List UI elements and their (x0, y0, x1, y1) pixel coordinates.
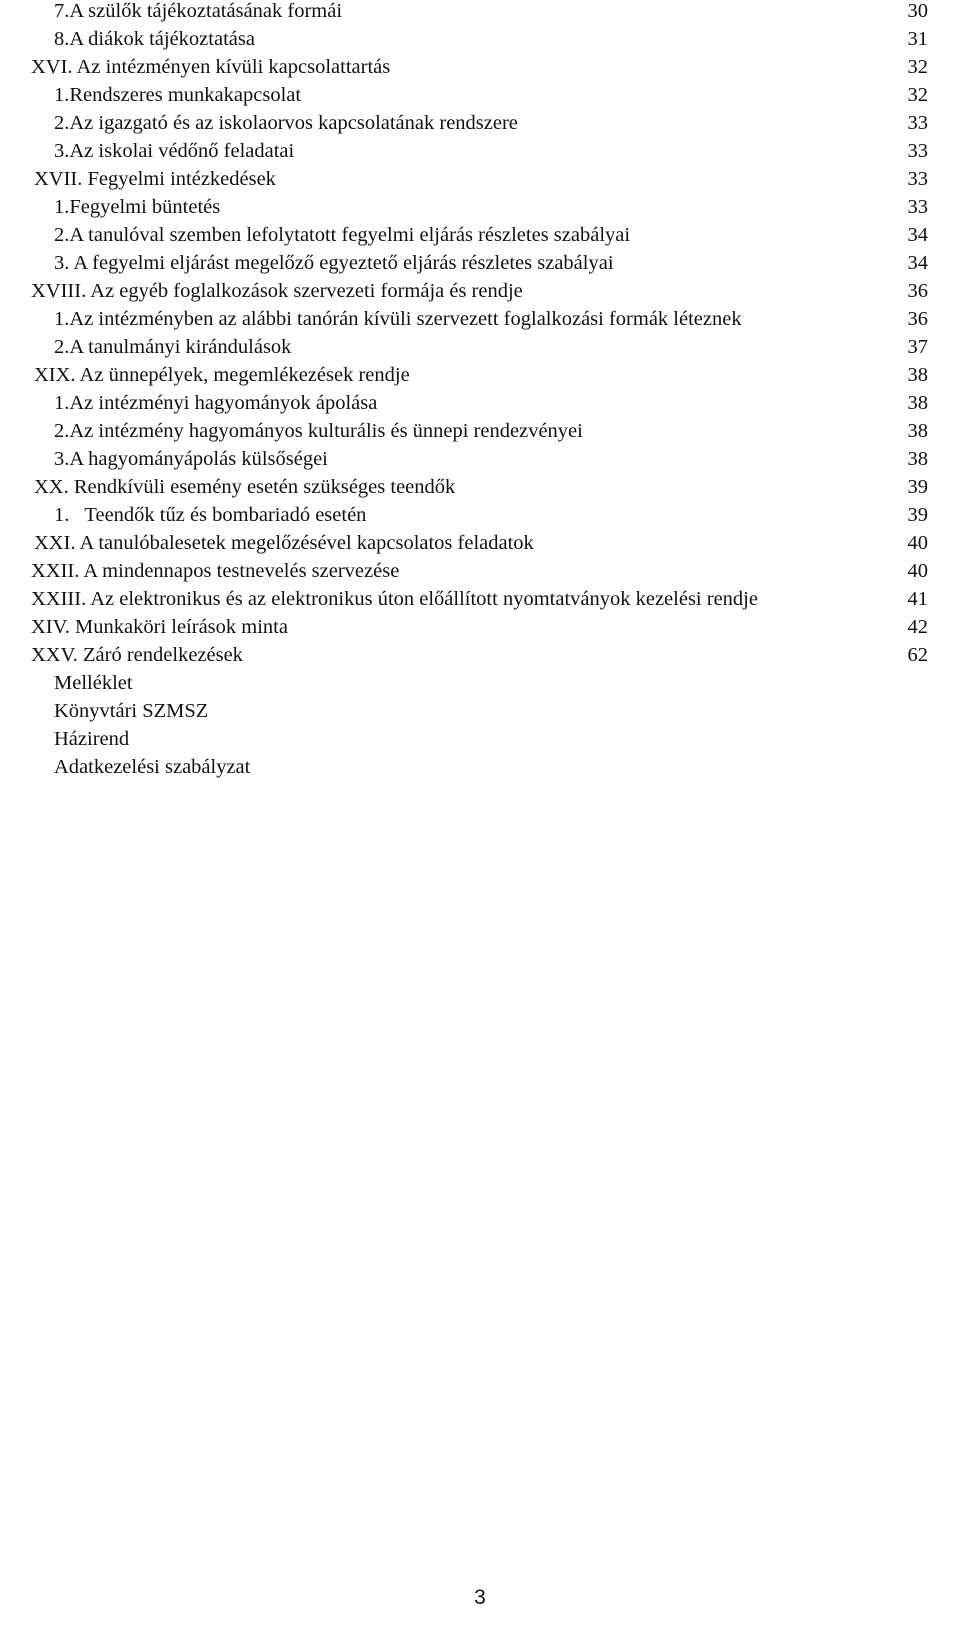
toc-row (0, 53, 960, 81)
toc-row (0, 249, 960, 277)
toc-page: 33 (907, 196, 928, 218)
toc-title: XIV. Munkaköri leírások minta (31, 616, 288, 638)
toc-page: 34 (907, 252, 928, 274)
toc-page: 30 (907, 0, 928, 22)
toc-title: 1. Teendők tűz és bombariadó esetén (54, 504, 367, 526)
toc-title: 3. A fegyelmi eljárást megelőző egyeztető eljárás részletes szabályai (54, 252, 614, 274)
toc-page: 33 (907, 112, 928, 134)
toc-page: 36 (907, 280, 928, 302)
toc-title: 1.Az intézményi hagyományok ápolása (54, 392, 378, 414)
toc-page: 39 (907, 504, 928, 526)
toc-page: 31 (907, 28, 928, 50)
toc-row (0, 81, 960, 109)
toc-page: 37 (907, 336, 928, 358)
toc-title: XIX. Az ünnepélyek, megemlékezések rendje (34, 364, 410, 386)
toc-row (0, 529, 960, 557)
toc-title: XXI. A tanulóbalesetek megelőzésével kapcsolatos feladatok (34, 532, 534, 554)
appendix-item: Melléklet (54, 672, 133, 694)
toc-page: 38 (907, 420, 928, 442)
toc-page: 39 (907, 476, 928, 498)
toc-row (0, 305, 960, 333)
toc-page: 32 (907, 56, 928, 78)
toc-title: 2.A tanulóval szemben lefolytatott fegyelmi eljárás részletes szabályai (54, 224, 631, 246)
toc-title: XVI. Az intézményen kívüli kapcsolattartás (31, 56, 391, 78)
toc-page: 36 (907, 308, 928, 330)
toc-title: XXV. Záró rendelkezések (31, 644, 243, 666)
toc-page: 41 (907, 588, 928, 610)
toc-page: 32 (907, 84, 928, 106)
toc-row (0, 165, 960, 193)
toc-row (0, 277, 960, 305)
appendix-item: Könyvtári SZMSZ (54, 700, 209, 722)
toc-row (0, 361, 960, 389)
toc-row (0, 445, 960, 473)
toc-page: 62 (907, 644, 928, 666)
toc-title: 8.A diákok tájékoztatása (54, 28, 255, 50)
toc-row (0, 389, 960, 417)
toc-title: XX. Rendkívüli esemény esetén szükséges teendők (34, 476, 456, 498)
toc-title: XXII. A mindennapos testnevelés szervezése (31, 560, 400, 582)
toc-row (0, 109, 960, 137)
toc-row (0, 473, 960, 501)
toc-row (0, 25, 960, 53)
toc-title: 2.Az igazgató és az iskolaorvos kapcsolatának rendszere (54, 112, 518, 134)
toc-title: 2.A tanulmányi kirándulások (54, 336, 292, 358)
toc-page: 38 (907, 448, 928, 470)
toc-row (0, 0, 960, 25)
toc-row (0, 417, 960, 445)
toc-row (0, 641, 960, 669)
toc-row (0, 333, 960, 361)
toc-row (0, 585, 960, 613)
toc-title: 1.Fegyelmi büntetés (54, 196, 221, 218)
toc-page: 40 (907, 532, 928, 554)
toc-page: 33 (907, 168, 928, 190)
toc-title: 1.Az intézményben az alábbi tanórán kívüli szervezett foglalkozási formák léteznek (54, 308, 742, 330)
page-number: 3 (474, 1586, 486, 1609)
toc-page: 42 (907, 616, 928, 638)
toc-page: 38 (907, 392, 928, 414)
toc-row (0, 613, 960, 641)
toc-title: 1.Rendszeres munkakapcsolat (54, 84, 302, 106)
toc-row (0, 193, 960, 221)
toc-title: 3.Az iskolai védőnő feladatai (54, 140, 295, 162)
toc-row (0, 137, 960, 165)
toc-row (0, 501, 960, 529)
toc-title: 7.A szülők tájékoztatásának formái (54, 0, 343, 22)
toc-row (0, 557, 960, 585)
toc-title: XXIII. Az elektronikus és az elektronikus úton előállított nyomtatványok kezelési rendje (31, 588, 758, 610)
appendix-item: Házirend (54, 728, 130, 750)
appendix-item: Adatkezelési szabályzat (54, 756, 251, 778)
toc-page: 33 (907, 140, 928, 162)
toc-title: 3.A hagyományápolás külsőségei (54, 448, 328, 470)
toc-title: XVIII. Az egyéb foglalkozások szervezeti formája és rendje (31, 280, 523, 302)
toc-title: XVII. Fegyelmi intézkedések (34, 168, 276, 190)
toc-page: 38 (907, 364, 928, 386)
toc-title: 2.Az intézmény hagyományos kulturális és ünnepi rendezvényei (54, 420, 583, 442)
toc-row (0, 221, 960, 249)
toc-page: 40 (907, 560, 928, 582)
toc-page: 34 (907, 224, 928, 246)
